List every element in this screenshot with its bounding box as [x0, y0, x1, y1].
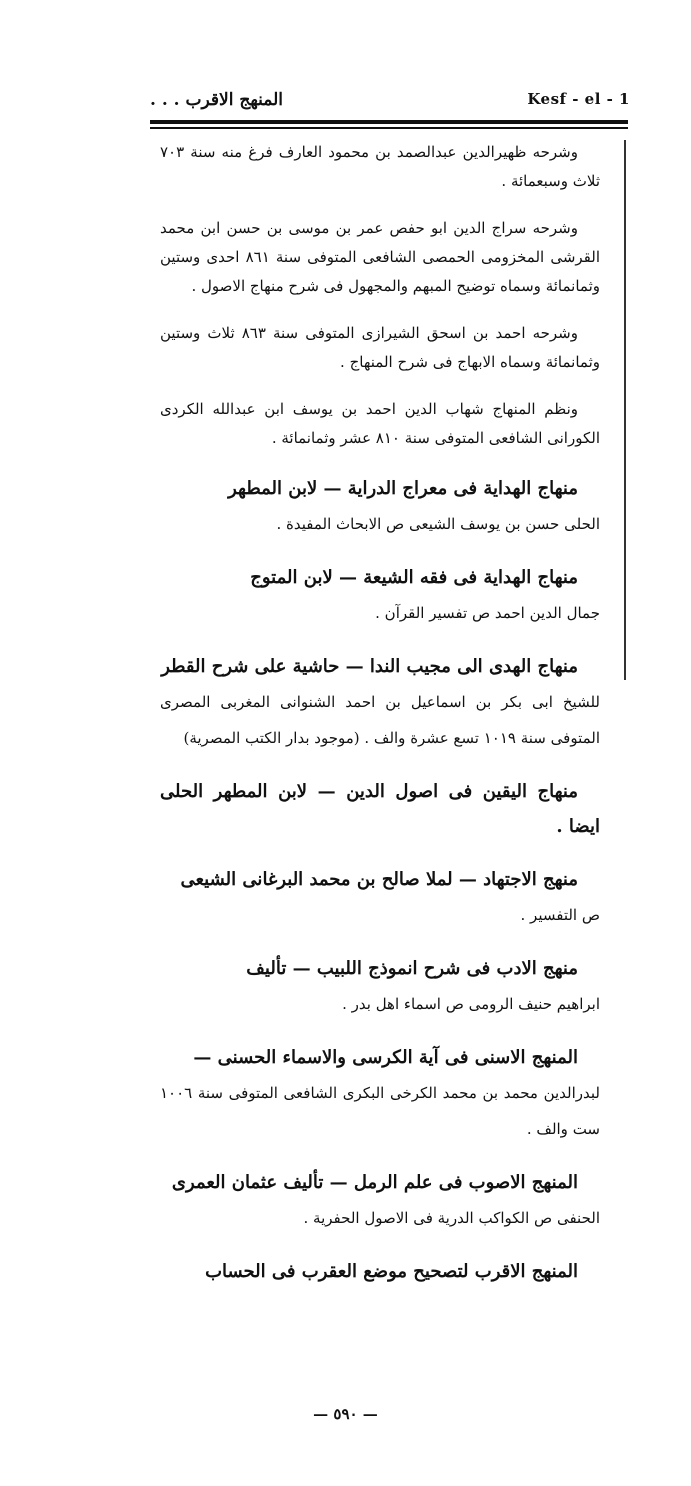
entry-title-manhaj-ijtihad: [160, 862, 600, 933]
entry-title-manhaj-aqrab: [160, 1254, 600, 1289]
entry-title-minhaj-yaqin: [160, 774, 600, 844]
entry-title: المنهج الاصوب فى علم الرمل — تأليف عثمان العمرى: [171, 1172, 578, 1193]
entry-text: وشرحه ظهيرالدين عبدالصمد بن محمود العارف فرغ منه سنة ٧٠٣ ثلاث وسبعمائة .: [160, 143, 600, 190]
entry-title-manhaj-adab: [160, 951, 600, 1022]
header-rule-thick: [150, 120, 628, 124]
entry-title-minhaj-hidaya-fiqh: [160, 560, 600, 631]
entry-title: منهج الاجتهاد — لملا صالح بن محمد البرغانى الشيعى: [180, 869, 578, 890]
entry-body: جمال الدين احمد ص تفسير القرآن .: [375, 604, 600, 622]
entry-commentary-1: [160, 138, 600, 196]
entry-title-minhaj-huda: [160, 649, 600, 756]
entry-title: منهاج الهداية فى معراج الدراية — لابن المطهر: [228, 478, 578, 499]
entry-title: المنهج الاقرب لتصحيح موضع العقرب فى الحساب: [205, 1261, 578, 1282]
entry-title: منهاج الهدى الى مجيب الندا — حاشية على شرح القطر: [161, 656, 578, 677]
entry-body: لبدرالدين محمد بن محمد الكرخى البكرى الشافعى المتوفى سنة ١٠٠٦ ست والف .: [160, 1084, 600, 1138]
entry-body: الحلى حسن بن يوسف الشيعى ص الابحاث المفيدة .: [276, 515, 600, 533]
entry-title-manhaj-asna: [160, 1040, 600, 1147]
margin-line: [624, 140, 626, 680]
page-number: — ٥٩٠ —: [313, 1405, 378, 1423]
entry-body: ابراهيم حنيف الرومى ص اسماء اهل بدر .: [342, 995, 600, 1013]
entry-title: منهاج الهداية فى فقه الشيعة — لابن المتوج: [250, 567, 578, 588]
entry-commentary-4: [160, 395, 600, 453]
entry-commentary-3: [160, 319, 600, 377]
entry-text: ونظم المنهاج شهاب الدين احمد بن يوسف ابن عبدالله الكردى الكورانى الشافعى المتوفى سنة ٨١٠ عشر وثمانمائة .: [160, 400, 600, 447]
entry-commentary-2: [160, 214, 600, 301]
entry-title: المنهج الاسنى فى آية الكرسى والاسماء الحسنى —: [193, 1047, 578, 1068]
running-head: [150, 90, 630, 118]
entry-title: منهاج اليقين فى اصول الدين — لابن المطهر الحلى ايضا .: [160, 781, 600, 837]
running-head-right: Kesf - el - 1: [527, 90, 630, 108]
entry-text: وشرحه سراج الدين ابو حفص عمر بن موسى بن حسن ابن محمد القرشى المخزومى الحمصى الشافعى المتوفى سنة ٨٦١ احدى وستين وثمانمائة وسماه توضيح المبهم والمجهول فى شرح منهاج الاصول .: [160, 219, 600, 295]
running-head-left: المنهج الاقرب . . .: [150, 90, 284, 110]
entry-title-manhaj-aswab: [160, 1165, 600, 1236]
body-text: [160, 138, 600, 1307]
entry-title: منهج الادب فى شرح انموذج اللبيب — تأليف: [246, 958, 578, 979]
header-rule-thin: [150, 127, 628, 129]
entry-text: وشرحه احمد بن اسحق الشيرازى المتوفى سنة ٨٦٣ ثلاث وستين وثمانمائة وسماه الابهاج فى شرح المنهاج .: [160, 324, 600, 371]
entry-body: ص التفسير .: [520, 906, 600, 924]
entry-body: الحنفى ص الكواكب الدرية فى الاصول الحفرية .: [303, 1209, 600, 1227]
entry-title-minhaj-hidaya-miraj: [160, 471, 600, 542]
entry-body: للشيخ ابى بكر بن اسماعيل بن احمد الشنوانى المغربى المصرى المتوفى سنة ١٠١٩ تسع عشرة والف . (موجود بدار الكتب المصرية): [160, 693, 600, 747]
